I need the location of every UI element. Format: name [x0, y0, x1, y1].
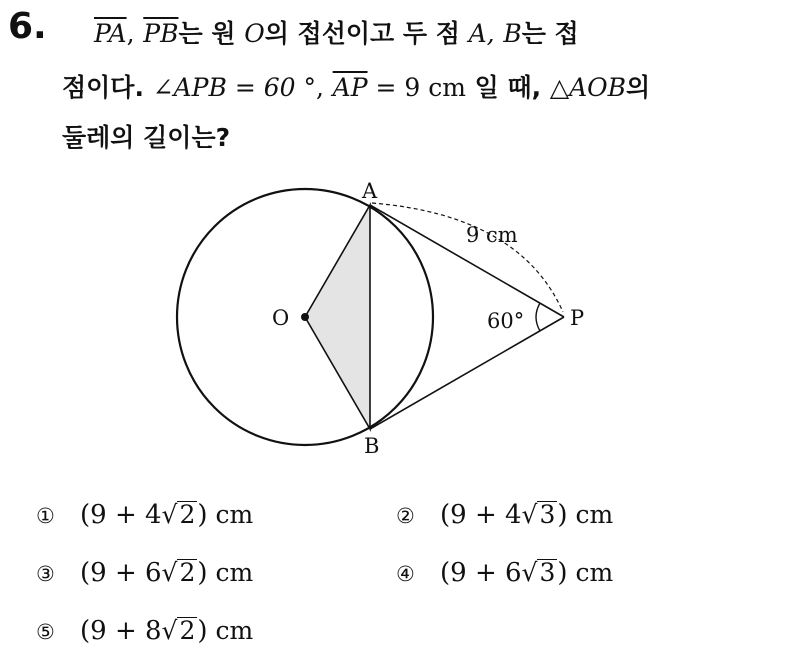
radicand: 3 — [539, 500, 556, 529]
choice-close-paren: ) — [197, 616, 208, 646]
radicand: 2 — [179, 500, 196, 529]
question-number: 6. — [8, 6, 47, 47]
choice-2[interactable] — [396, 500, 613, 530]
choice-close-paren: ) — [197, 500, 208, 530]
choice-close-paren: ) — [197, 558, 208, 588]
comma: , — [315, 73, 324, 102]
sqrt-symbol: √ — [161, 558, 178, 587]
choice-expression: (9 + 4 — [80, 500, 162, 530]
sqrt-symbol: √ — [161, 616, 178, 645]
segment-pb: $\overline{PB}$ — [143, 19, 179, 48]
choice-unit: cm — [575, 558, 614, 587]
choice-4[interactable] — [396, 558, 613, 588]
point-b: B — [503, 19, 522, 48]
question-line-3: 둘레의 길이는? — [62, 123, 231, 152]
choice-expression: (9 + 4 — [440, 500, 522, 530]
sqrt-symbol: √ — [521, 500, 538, 529]
question-text: 의 접선이고 두 점 — [264, 19, 460, 48]
choice-expression: (9 + 6 — [80, 558, 162, 588]
choice-number: ③ — [36, 562, 55, 586]
segment-ap: $\overline{AP}$ — [332, 73, 368, 102]
choice-expression: (9 + 8 — [80, 616, 162, 646]
length-expression: = 9 cm — [367, 73, 466, 102]
triangle-aob: △AOB — [549, 73, 627, 102]
comma: , — [126, 19, 135, 48]
label-p: P — [570, 306, 585, 330]
question-text: 일 때, — [474, 73, 542, 102]
radicand: 2 — [179, 616, 196, 645]
choice-unit: cm — [215, 558, 254, 587]
segment-pa: $\overline{PA}$ — [94, 19, 127, 48]
point-a: A, — [468, 19, 495, 48]
sqrt-symbol: √ — [521, 558, 538, 587]
angle-label: 60° — [487, 309, 525, 333]
tangent-pb — [370, 317, 564, 429]
triangle-aob-shaded — [305, 205, 370, 429]
choice-number: ① — [36, 504, 55, 528]
radicand: 3 — [539, 558, 556, 587]
choice-unit: cm — [215, 500, 254, 529]
choice-expression: (9 + 6 — [440, 558, 522, 588]
choice-number: ⑤ — [36, 620, 55, 644]
tangent-pa — [370, 205, 564, 317]
label-o: O — [272, 306, 290, 330]
choice-unit: cm — [215, 616, 254, 645]
length-arc-dashed — [372, 203, 563, 312]
label-a: A — [362, 179, 378, 203]
label-b: B — [364, 434, 380, 458]
angle-expression: ∠APB = 60 ° — [152, 73, 316, 102]
radicand: 2 — [179, 558, 196, 587]
question-text: 의 — [626, 73, 651, 102]
choice-5[interactable] — [36, 616, 253, 646]
choice-number: ④ — [396, 562, 415, 586]
choice-unit: cm — [575, 500, 614, 529]
point-o: O — [244, 19, 265, 48]
sqrt-symbol: √ — [161, 500, 178, 529]
length-label: 9 cm — [466, 223, 518, 247]
question-text: 는 원 — [178, 19, 236, 48]
choice-close-paren: ) — [557, 500, 568, 530]
choice-1[interactable] — [36, 500, 253, 530]
choice-3[interactable] — [36, 558, 253, 588]
choice-close-paren: ) — [557, 558, 568, 588]
choice-number: ② — [396, 504, 415, 528]
angle-arc — [536, 303, 540, 331]
question-text: 점이다. — [62, 73, 144, 102]
center-point — [301, 313, 309, 321]
question-text: 는 접 — [521, 19, 579, 48]
